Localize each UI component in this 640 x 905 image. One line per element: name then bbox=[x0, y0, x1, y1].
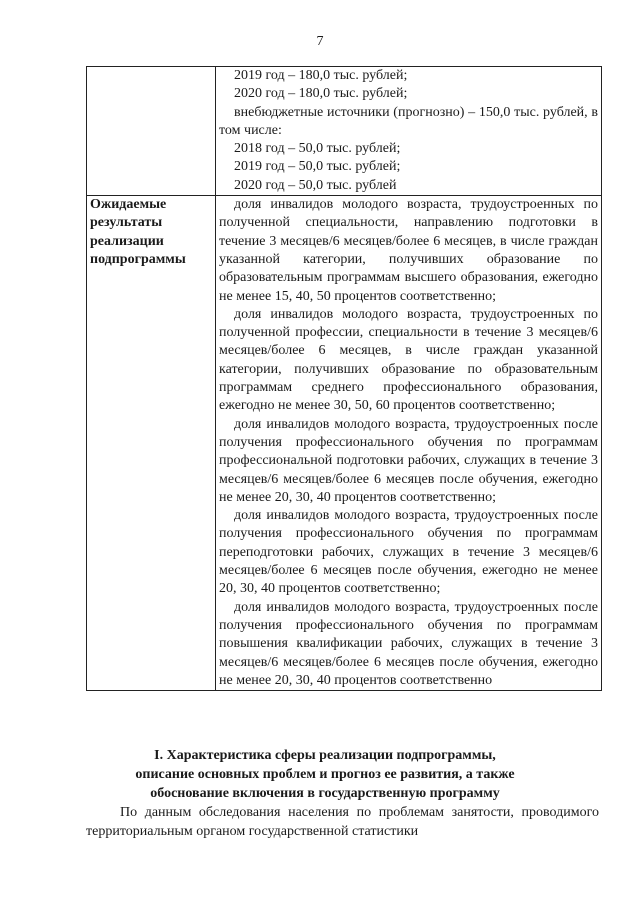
results-text-cell bbox=[216, 196, 602, 691]
section-body bbox=[86, 803, 599, 841]
funding-text-cell bbox=[216, 67, 602, 196]
funding-line-2020: 2020 год – 180,0 тыс. рублей; bbox=[234, 86, 408, 102]
section-heading bbox=[60, 746, 590, 803]
results-label: Ожидаемые результаты реализации подпрограммы bbox=[90, 197, 186, 267]
results-label-cell bbox=[87, 196, 216, 691]
extra-budget-text: внебюджетные источники (прогнозно) – 150,0 тыс. рублей, в том числе: bbox=[219, 104, 598, 138]
result-paragraph-4: доля инвалидов молодого возраста, трудоустроенных после получения профессионального обучения по программам переподготовки рабочих, служащих в течение 3 месяцев/6 месяцев/более 6 месяцев после обучения, ежегодно не менее 20, 30, 40 процентов соответственно; bbox=[219, 508, 598, 597]
result-paragraph-3: доля инвалидов молодого возраста, трудоустроенных после получения профессионального обучения по программам профессиональной подготовки рабочих, служащих в течение 3 месяцев/6 месяцев/более 6 месяцев после обучения, ежегодно не менее 20, 30, 40 процентов соответственно; bbox=[219, 416, 598, 505]
extra-line-2019: 2019 год – 50,0 тыс. рублей; bbox=[234, 159, 401, 175]
result-paragraph-2: доля инвалидов молодого возраста, трудоустроенных по полученной профессии, специальности в течение 3 месяцев/6 месяцев/более 6 месяцев, в числе граждан указанной категории, получивших образование по образовательным программам среднего профессионального образования, ежегодно не менее 30, 50, 60 процентов соответственно; bbox=[219, 306, 598, 414]
funding-line-2019: 2019 год – 180,0 тыс. рублей; bbox=[234, 68, 408, 83]
results-row bbox=[87, 196, 602, 691]
result-paragraph-5: доля инвалидов молодого возраста, трудоустроенных после получения профессионального обучения по программам повышения квалификации рабочих, служащих в течение 3 месяцев/6 месяцев/более 6 месяцев после обучения, ежегодно не менее 20, 30, 40 процентов соответственно bbox=[219, 599, 598, 688]
result-paragraph-1: доля инвалидов молодого возраста, трудоустроенных по полученной специальности, направлению подготовки в течение 3 месяцев/6 месяцев/более 6 месяцев, в числе граждан указанной категории, получивших образование по образовательным программам высшего образования, ежегодно не менее 15, 40, 50 процентов соответственно; bbox=[219, 197, 598, 304]
extra-line-2020: 2020 год – 50,0 тыс. рублей bbox=[234, 177, 397, 193]
extra-line-2018: 2018 год – 50,0 тыс. рублей; bbox=[234, 141, 401, 157]
page-number: 7 bbox=[316, 34, 324, 49]
subprogram-passport-table bbox=[86, 66, 602, 691]
funding-label-cell bbox=[87, 67, 216, 196]
section-heading-line-1: I. Характеристика сферы реализации подпрограммы, bbox=[154, 748, 496, 763]
funding-row bbox=[87, 67, 602, 196]
section-body-paragraph: По данным обследования населения по проблемам занятости, проводимого территориальным органом государственной статистики bbox=[86, 805, 599, 839]
section-heading-line-3: обоснование включения в государственную программу bbox=[150, 786, 500, 801]
section-heading-line-2: описание основных проблем и прогноз ее развития, а также bbox=[135, 767, 515, 782]
